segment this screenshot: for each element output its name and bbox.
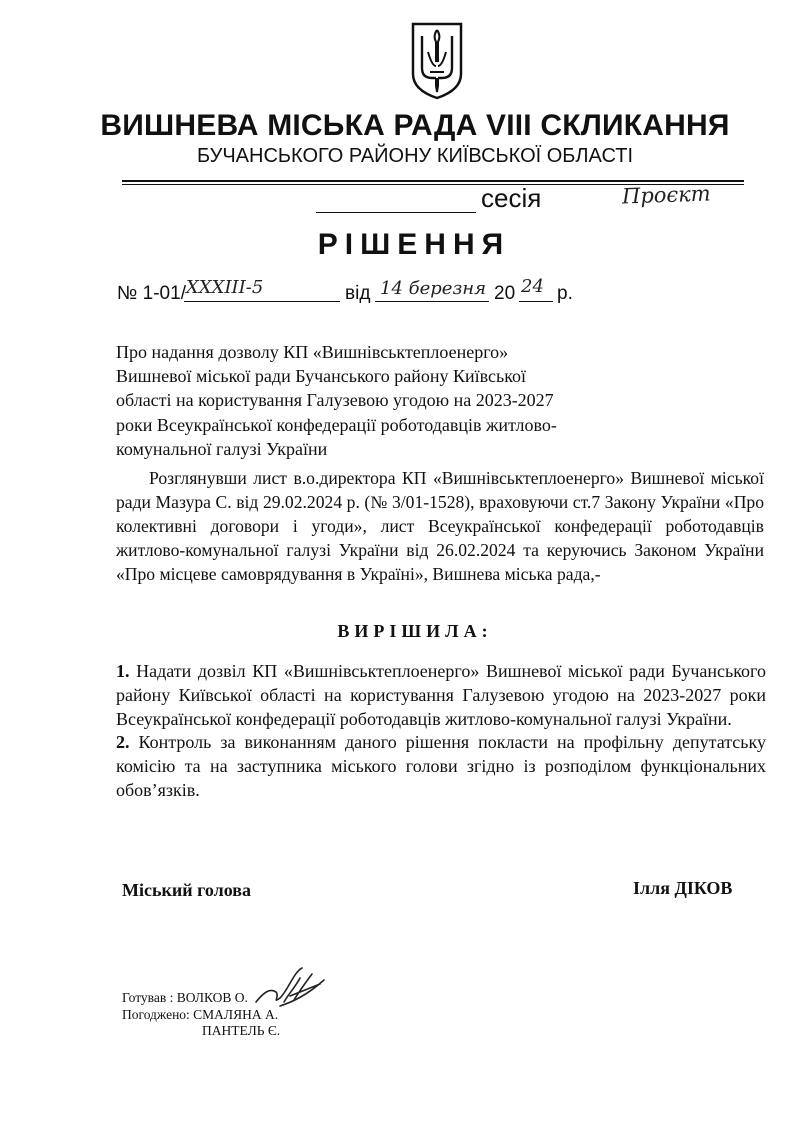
draft-handwritten-mark: Проєкт xyxy=(621,181,712,209)
resolution-item xyxy=(116,731,766,802)
mayor-title: Міський голова xyxy=(122,880,251,900)
date-from-label: від xyxy=(345,283,371,304)
trident-emblem xyxy=(410,22,464,100)
approved-row xyxy=(122,1007,280,1024)
approval-block xyxy=(122,990,280,1040)
decision-number-prefix: № 1-01/ xyxy=(117,283,186,304)
session-label: сесія xyxy=(481,183,542,213)
approved-row xyxy=(122,1023,280,1040)
prepared-row xyxy=(122,990,280,1007)
decision-subject: Про надання дозволу КП «Вишнівськтеплоенерго» Вишневої міської ради Бучанського району Київської області на користування Галузевою угодою на 2023-2027 роки Всеукраїнської конфедерації роботодавців житлово-комунальної галузі України xyxy=(116,342,557,459)
decision-number-handwritten: XXXIII-5 xyxy=(186,277,264,298)
council-subtitle: БУЧАНСЬКОГО РАЙОНУ КИЇВСЬКОЇ ОБЛАСТІ xyxy=(196,145,633,167)
item-text: Надати дозвіл КП «Вишнівськтеплоенерго» Вишневої міської ради Бучанського району Київської області на користування Галузевою угодою на 2023-2027 роки Всеукраїнської конфедерації роботодавців житлово-комунальної галузі України. xyxy=(116,661,766,729)
approved-name: ПАНТЕЛЬ Є. xyxy=(202,1023,281,1038)
prepared-label: Готував : xyxy=(122,990,174,1005)
preamble-paragraph: Розглянувши лист в.о.директора КП «Вишнівськтеплоенерго» Вишневої міської ради Мазура С. від 29.02.2024 р. (№ 3/01-1528), враховуючи ст.7 Закону України «Про колективні договори і угоди», лист Всеукраїнської конфедерації роботодавців житлово-комунальної галузі України від 26.02.2024 та керуючись Законом України «Про місцеве самоврядування в Україні», Вишнева міська рада,- xyxy=(116,468,764,584)
item-number: 1. xyxy=(116,661,130,681)
approved-name: СМАЛЯНА А. xyxy=(193,1006,279,1022)
decision-date-handwritten: 14 березня xyxy=(380,278,487,299)
year-blank xyxy=(519,301,553,302)
decision-heading: РІШЕННЯ xyxy=(317,228,511,261)
decision-number-blank xyxy=(184,301,340,302)
header-rule-thick xyxy=(122,180,744,182)
year-prefix: 20 xyxy=(494,283,516,304)
item-text: Контроль за виконанням даного рішення покласти на профільну депутатську комісію та на заступника міського голови згідно із розподілом функціональних обов’язків. xyxy=(116,732,766,800)
prepared-name: ВОЛКОВ О. xyxy=(176,990,248,1005)
resolved-heading: ВИРІШИЛА: xyxy=(337,621,493,641)
session-number-blank xyxy=(316,212,476,213)
council-title: ВИШНЕВА МІСЬКА РАДА VIII СКЛИКАННЯ xyxy=(100,109,730,142)
approved-label: Погоджено: xyxy=(122,1006,190,1022)
resolution-items xyxy=(116,660,766,803)
decision-date-blank xyxy=(375,301,489,302)
year-handwritten: 24 xyxy=(521,276,544,297)
item-number: 2. xyxy=(116,732,130,753)
year-suffix: р. xyxy=(557,283,573,304)
mayor-name: Ілля ДІКОВ xyxy=(633,878,733,898)
resolution-item xyxy=(116,660,766,731)
